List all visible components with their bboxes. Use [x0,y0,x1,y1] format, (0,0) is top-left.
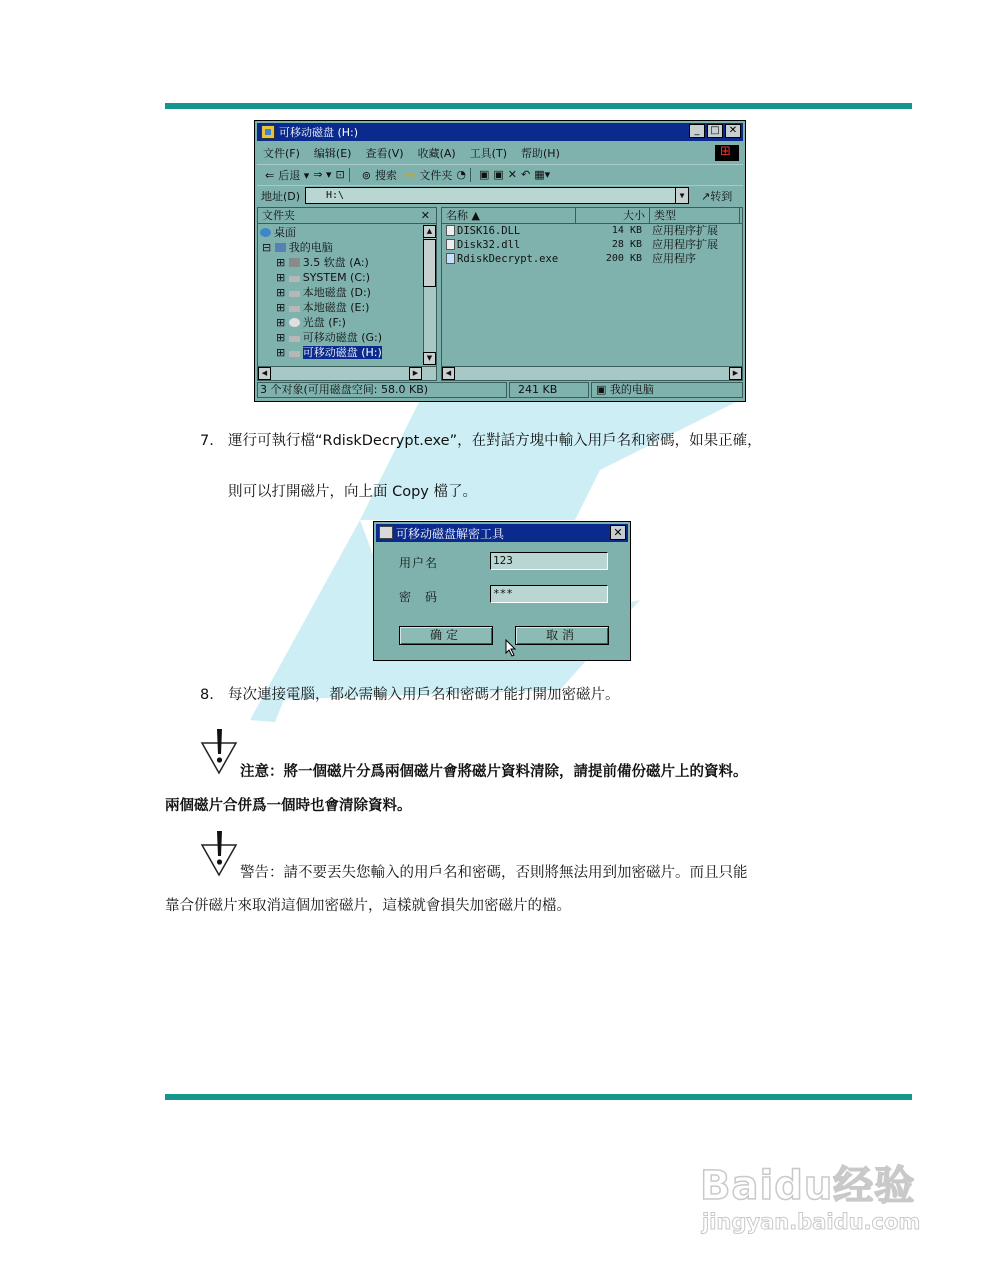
menu-help[interactable]: 帮助(H) [521,147,560,160]
column-size[interactable]: 大小 [576,208,650,223]
scroll-up-icon[interactable]: ▲ [423,225,436,238]
baidu-watermark [700,1150,950,1250]
tree-item-drive-d[interactable]: ⊞ 本地磁盘 (D:) [276,286,371,299]
mouse-cursor-icon [505,639,517,657]
step-7-line-1: 7. 運行可執行檔“RdiskDecrypt.exe”，在對話方塊中輸入用戶名和密碼，如果正確， [200,433,762,449]
copy-to-icon[interactable]: ▣ [493,168,504,181]
status-objects: 3 个对象(可用磁盘空间: 58.0 KB) [257,382,507,398]
tree-item-removable-g[interactable]: ⊞ 可移动磁盘 (G:) [276,331,383,344]
close-pane-icon[interactable]: ✕ [420,209,430,222]
scroll-down-icon[interactable]: ▼ [423,352,436,365]
bottom-rule [165,1094,912,1100]
drive-icon [289,351,300,357]
file-row[interactable]: RdiskDecrypt.exe 200 KB 应用程序 [442,252,742,266]
drive-icon [261,125,275,139]
note-line-1: 注意：將一個磁片分爲兩個磁片會將磁片資料清除，請提前備份磁片上的資料。 [240,764,748,780]
password-label: 密 码 [399,590,439,604]
ok-button[interactable]: 确定 [399,626,493,645]
dll-file-icon [446,225,455,236]
warning-icon [199,829,239,877]
windows-logo-icon [715,145,739,161]
app-icon [379,526,393,539]
status-location: ▣ 我的电脑 [591,382,743,398]
computer-icon [275,243,286,252]
file-row[interactable]: Disk32.dll 28 KB 应用程序扩展 [442,238,742,252]
step-8: 8. 每次連接電腦，都必需輸入用戶名和密碼才能打開加密磁片。 [200,687,620,703]
floppy-icon [289,258,300,267]
username-label: 用户名 [399,556,439,570]
explorer-window [254,120,746,402]
scroll-right-icon[interactable]: ▶ [409,367,422,380]
step-7-line-2: 則可以打開磁片，向上面 Copy 檔了。 [228,484,477,500]
folders-button[interactable]: ▭ 文件夹 [404,168,453,182]
go-button[interactable]: ↗转到 [701,190,733,203]
tree-item-cdrom[interactable]: ⊞ 光盘 (F:) [276,316,346,329]
menu-edit[interactable]: 编辑(E) [313,147,352,160]
status-bar [257,381,743,399]
address-value: H:\ [326,190,345,201]
scroll-right-icon[interactable]: ▶ [729,367,742,380]
move-to-icon[interactable]: ▣ [478,168,490,181]
views-icon[interactable]: ▦▾ [534,168,551,181]
tree-item-floppy[interactable]: ⊞ 3.5 软盘 (A:) [276,256,369,269]
undo-icon[interactable]: ↶ [520,168,531,181]
file-list-hscroll[interactable] [442,366,742,380]
dll-file-icon [446,239,455,250]
cancel-button[interactable]: 取消 [515,626,609,645]
step-7-number: 7. [200,433,214,449]
minimize-button[interactable]: _ [689,124,705,138]
username-input[interactable]: 123 [490,552,608,570]
scroll-thumb[interactable] [423,239,436,287]
watermark-brand: Baidu经验 [700,1163,916,1209]
menu-file[interactable]: 文件(F) [263,147,300,160]
menu-bar [257,143,743,163]
tree-item-drive-c[interactable]: ⊞ SYSTEM (C:) [276,271,371,284]
folder-tree-hscroll[interactable] [258,366,436,380]
drive-icon [289,336,300,342]
back-button[interactable]: ⇐ 后退 ▾ [265,168,310,182]
menu-tools[interactable]: 工具(T) [469,147,507,160]
status-size: 241 KB [509,382,589,398]
caution-icon [199,727,239,775]
address-label: 地址(D) [261,189,301,203]
folder-tree-vscroll[interactable] [423,225,436,365]
explorer-titlebar[interactable] [257,123,743,141]
computer-icon: ▣ [596,383,610,396]
watermark-url: jingyan.baidu.com [702,1210,921,1234]
address-input[interactable] [305,187,689,204]
folder-tree [258,225,424,365]
step-8-number: 8. [200,687,214,703]
drive-icon [289,276,300,282]
menu-favorites[interactable]: 收藏(A) [417,147,456,160]
address-dropdown-icon[interactable]: ▼ [675,188,688,203]
column-name[interactable]: 名称 ▲ [442,208,576,223]
dialog-title: 可移动磁盘解密工具 [396,526,505,541]
tree-item-desktop[interactable]: 桌面 [258,225,424,240]
note-line-2: 兩個磁片合併爲一個時也會清除資料。 [165,798,412,814]
address-bar [257,185,743,205]
file-list-pane [441,207,743,381]
menu-view[interactable]: 查看(V) [365,147,404,160]
tree-item-drive-e[interactable]: ⊞ 本地磁盘 (E:) [276,301,370,314]
warning-line-1: 警告：請不要丟失您輸入的用戶名和密碼，否則將無法用到加密磁片。而且只能 [240,865,748,881]
decrypt-dialog [373,521,631,661]
folder-icon: ▭ [404,168,416,182]
desktop-icon [260,228,271,237]
delete-icon[interactable]: ✕ [507,168,517,181]
top-rule [165,103,912,109]
file-row[interactable]: DISK16.DLL 14 KB 应用程序扩展 [442,224,742,238]
warning-line-2: 靠合併磁片來取消這個加密磁片，這樣就會損失加密磁片的檔。 [165,898,571,914]
dialog-close-button[interactable]: ✕ [610,525,626,540]
folders-pane [257,207,437,381]
dialog-titlebar[interactable] [376,524,628,542]
search-button[interactable]: ⊚ 搜索 [361,168,397,182]
exe-file-icon [446,253,455,264]
search-icon: ⊚ [361,168,371,182]
explorer-title: 可移动磁盘 (H:) [279,126,359,139]
scroll-left-icon[interactable]: ◀ [442,367,455,380]
cd-icon [289,318,300,327]
close-button[interactable]: ✕ [725,124,741,138]
back-arrow-icon: ⇐ [265,168,275,182]
up-folder-icon[interactable]: ⊡ [335,168,345,181]
toolbar [257,164,743,184]
go-arrow-icon: ↗ [701,190,711,203]
drive-icon [289,291,300,297]
tree-item-my-computer[interactable]: ⊟ 我的电脑 [262,241,333,254]
maximize-button[interactable]: □ [707,124,723,138]
history-icon[interactable]: ◔ [456,168,466,181]
forward-button[interactable]: ⇒ ▾ [313,168,332,181]
folders-pane-title: 文件夹 [262,209,295,222]
tree-item-removable-h[interactable]: ⊞ 可移动磁盘 (H:) [276,346,382,359]
scroll-left-icon[interactable]: ◀ [258,367,271,380]
column-type[interactable]: 类型 [650,208,740,223]
drive-icon [289,306,300,312]
password-input[interactable]: *** [490,585,608,603]
